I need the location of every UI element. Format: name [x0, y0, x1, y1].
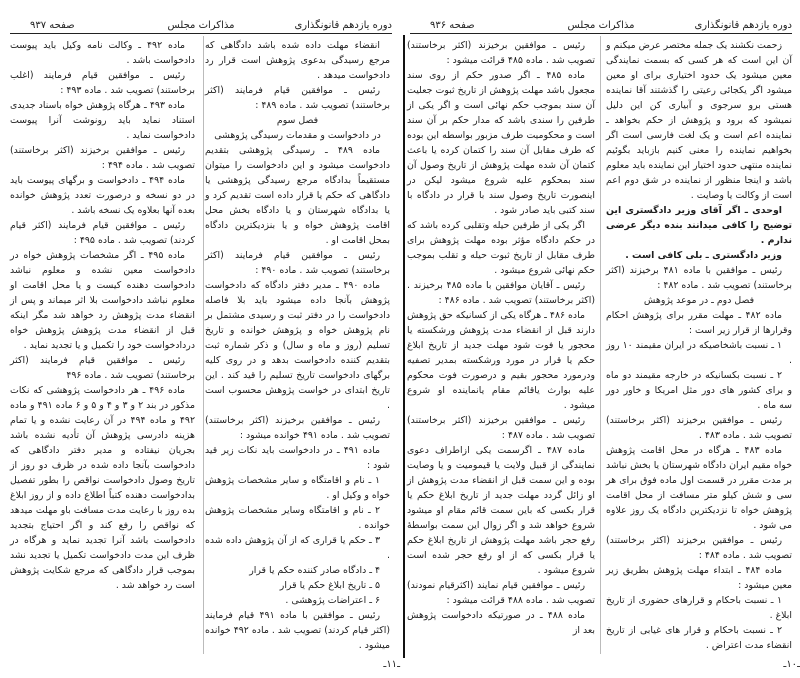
paragraph: رئیس ـ موافقین قیام فرمایند (اکثر قیام کردند) تصویب شد . ماده ۴۹۵ : [10, 220, 195, 246]
page-footer-number: ـ۱۰ـ [783, 659, 800, 670]
column-right [606, 38, 792, 653]
paragraph: ماده ۴۸۶ ـ هرگاه یکی از کسانیکه حق پژوهش دارند قبل از انقضاء مدت پژوهش ورشکسته یا محجور یا فوت شود مهلت جدید از تاریخ ابلاغ حکم یا قرار در مورد ورشکسته بمدیر تصفیه ودرمورد محجور بقیم و درصورت فوت محکوم علیه بوارث یاقائم مقام یانماینده او شروع میشود . [407, 310, 595, 411]
paragraph: ماده ۴۸۵ ـ اگر صدور حکم از روی سند مجعول باشد مهلت پژوهش از تاریخ ثبوت جعلیت آن سند بموجب حکم نهائی است و اگر یکی از طرفین را سندی باشد که مدار حکم بر آن سند است و محکومیت طرف مزبور بواسطه این بوده که طرف مقابل آن سند را کتمان کرده یا باعث کتمان آن شده مهلت پژوهش از تاریخ وصول آن سند بمحکوم علیه شروع میشود لیکن در اینصورت تاریخ وصول سند با قرار در دادگاه با سند کتبی باید صادر شود . [407, 70, 595, 216]
paragraph: ماده ۴۸۲ ـ مهلت مقرر برای پژوهش احکام وقرارها از قرار زیر است : [606, 310, 792, 336]
header-subtitle: مذاکرات مجلس [167, 20, 235, 31]
page-header [10, 20, 392, 34]
paragraph: ۳ ـ حکم یا قراری که از آن پژوهش داده شده . [205, 535, 390, 561]
paragraph: ماده ۴۸۳ ـ هرگاه در محل اقامت پژوهش خواه مقیم ایران دادگاه شهرستان یا بخش نباشد بر مدت مقرر در قسمت اول ماده فوق برای هر سی و شش کیلو متر مسافت از محل اقامت پژوهش خواه تا نزدیکترین دادگاه یک روز علاوه می شود . [606, 445, 792, 531]
paragraph: رئیس ـ موافقین قیام فرمایند (اکثر برخاستند) تصویب شد . ماده ۴۹۰ : [205, 250, 390, 276]
speaker-paragraph: اوحدی ـ اگر آقای وزیر دادگستری این توضیح را کافی میدانند بنده دیگر عرضی ندارم . [606, 205, 792, 246]
paragraph: زحمت نکشند یک جمله مختصر عرض میکنم و آن این است که هر کسی که بسمت نمایندگی معین میشود یک حدود اختیاری برای او معین میشود اگر یکجائی رعیتی را گذشتند آقا نماینده هستی برو سرجوی و آبیاری کن این دلیل نمیشود که برود و پژوهش از حکم بخواهد ـ نماینده اعم است و یک لغت فارسی است اگر بخواهیم نماینده را معنی کنیم بازباید بگوئیم نماینده منتهی حدود اختیار این نماینده باید معلوم باشد و اینجا منظور از نماینده در شق دوم اعم است از وکالت یا وصایت . [606, 40, 792, 201]
header-rule [410, 33, 792, 34]
paragraph: ۱ ـ نام و اقامتگاه و سایر مشخصات پژوهش خواه و وکیل او . [205, 475, 390, 501]
page-footer-number: ـ۱۱ـ [383, 659, 400, 670]
paragraph: رئیس ـ موافقین برخیزند (اکثر برخاستند) تصویب شد . ماده ۴۹۴ : [10, 145, 195, 171]
paragraph: رئیس ـ آقایان موافقین با ماده ۴۸۵ برخیزند . (اکثر برخاستند) تصویب شد . ماده ۴۸۶ : [407, 280, 595, 306]
paragraph: ۶ ـ اعتراضات پژوهشی . [285, 595, 380, 606]
header-subtitle: مذاکرات مجلس [567, 20, 635, 31]
page-header [410, 20, 792, 34]
paragraph: ۲ ـ نام و اقامتگاه وسایر مشخصات پژوهش خوانده . [205, 505, 390, 531]
paragraph: رئیس ـ موافقین برخیزند (اکثر برخاستند) تصویب شد . ماده ۴۸۴ : [606, 535, 792, 561]
columns [0, 38, 400, 653]
paragraph: رئیس ـ موافقین برخیزند (اکثر برخاستند) تصویب شد . ماده ۴۹۱ خوانده میشود : [205, 415, 390, 441]
right-page [400, 0, 800, 678]
paragraph: ماده ۴۹۴ ـ دادخواست و برگهای پیوست باید در دو نسخه و درصورت تعدد پژوهش خوانده بعده آنها بعلاوه یک نسخه باشد . [10, 175, 195, 216]
column-left [407, 38, 595, 638]
paragraph: ماده ۴۹۶ ـ هر دادخواست پژوهشی که نکات مذکور در بند ۲ و ۳ و ۴ و ۵ و ۶ ماده ۴۹۱ و ماده ۴۹۲ و ماده ۴۹۴ در آن رعایت نشده و یا تمام هزینه دادرسی پژوهش آن تأدیه نشده باشد بجریان نیفتاده و مدیر دفتر دادگاهی که دادخواست بآنجا داده شده در ظرف دو روز از تاریخ وصول دادخواست نواقص را بطور تفصیل بدادخواست دهنده کتباً اطلاع داده و از روز ابلاغ بده روز با رعایت مدت مسافت باو مهلت میدهد که نواقص را رفع کند و اگر احتیاج بتجدید دادخواست باشد آنرا تجدید نماید و هرگاه در ظرف این مدت دادخواست تکمیل یا تجدید نشد بموجب قرار دادگاهی که مرجع شکایت پژوهش است رد خواهد شد . [10, 385, 195, 591]
header-title: دوره یازدهم قانونگذاری [294, 20, 392, 31]
header-rule [10, 33, 392, 34]
section-heading: فصل سوم [276, 115, 319, 126]
header-title: دوره یازدهم قانونگذاری [694, 20, 792, 31]
paragraph: رئیس ـ موافقین قیام فرمایند (اغلب برخاستند) تصویب شد . ماده ۴۹۳ : [10, 70, 195, 96]
paragraph: انقضاء مهلت داده شده باشد دادگاهی که مرجع رسیدگی بدعوی پژوهش است قرار رد دادخواست میدهد . [205, 40, 390, 81]
paragraph: ۵ ـ تاریخ ابلاغ حکم یا قرار [279, 580, 380, 591]
paragraph: رئیس ـ موافقین برخیزند (اکثر برخاستند) تصویب شد . ماده ۴۸۳ . [606, 415, 792, 441]
section-heading: در دادخواست و مقدمات رسیدگی پژوهشی [214, 130, 381, 141]
paragraph: رئیس ـ موافقین قیام فرمایند (اکثر برخاستند) تصویب شد . ماده ۴۸۹ : [205, 85, 390, 111]
paragraph: ماده ۴۹۰ ـ مدیر دفتر دادگاه که دادخواست پژوهش بآنجا داده میشود باید بلا فاصله دادخواست را در دفتر ثبت و رسیدی مشتمل بر نام پژوهش خواه و پژوهش خوانده و تاریخ تسلیم (روز و ماه و سال) و ذکر شماره ثبت بتقدیم کننده دادخواست بدهد و در روی کلیه برگهای دادخواست تاریخ تسلیم را قید کند . این تاریخ ابتدای در خواست پژوهش محسوب است . [205, 280, 390, 411]
speaker-paragraph: وزیر دادگستری ـ بلی کافی است . [625, 250, 782, 261]
header-page-number: صفحه ۹۳۶ [430, 20, 475, 31]
paragraph: اگر یکی از طرفین حیله وتقلبی کرده باشد که در حکم دادگاه مؤثر بوده مهلت پژوهش برای طرف مقابل از تاریخ ثبوت حیله و تقلب بموجب حکم نهائی شروع میشود . [407, 220, 595, 276]
paragraph: ماده ۴۸۸ ـ در صورتیکه دادخواست پژوهش بعد از [407, 610, 595, 636]
paragraph: رئیس ـ موافقین با ماده ۴۸۱ برخیزند (اکثر برخاستند) تصویب شد . ماده ۴۸۲ : [606, 265, 792, 291]
section-heading: فصل دوم ـ در موعد پژوهش [643, 295, 755, 306]
paragraph: ۱ ـ نسبت باحکام و قرارهای حضوری از تاریخ ابلاغ . [606, 595, 792, 621]
paragraph: ماده ۴۹۵ ـ اگر مشخصات پژوهش خواه در دادخواست معین نشده و معلوم نباشد دادخواست دهنده کیست و یا محل اقامت او معلوم نباشد دادخواست بلا اثر میماند و پس از انقضاء مدت پژوهش رد خواهد شد مگر اینکه قبل از انقضاء مدت پژوهش پژوهش خواه دردادخواست خود را تکمیل و یا تجدید نماید . [10, 250, 195, 351]
column-right [205, 38, 390, 653]
paragraph: ۱ ـ نسبت باشخاصیکه در ایران مقیمند ۱۰ روز . [606, 340, 792, 366]
paragraph: ۲ ـ نسبت باحکام و قرار های غیابی از تاریخ انقضاء مدت اعتراض . [606, 625, 792, 651]
paragraph: ماده ۴۸۹ ـ رسیدگی پژوهشی بتقدیم دادخواست میشود و این دادخواست را میتوان مستقیماً بدادگاه مرجع رسیدگی پژوهشی یا دادگاهی که حکم یا قرار داده است تقدیم کرد و یا بدادگاه شهرستان و یا دادگاه بخش محل اقامت پژوهش خواه و یا بنزدیکترین دادگاه بمحل اقامت او . [205, 145, 390, 246]
paragraph: رئیس ـ موافقین برخیزند (اکثر برخاستند) تصویب شد . ماده ۴۸۷ : [407, 415, 595, 441]
paragraph: رئیس ـ موافقین قیام فرمایند (اکثر برخاستند) تصویب شد . ماده ۴۹۶ [10, 355, 195, 381]
columns [400, 38, 800, 653]
paragraph: ماده ۴۸۴ ـ ابتداء مهلت پژوهش بطریق زیر معین میشود : [606, 565, 792, 591]
paragraph: ۲ ـ نسبت بکسانیکه در خارجه مقیمند دو ماه و برای کشور های دور مثل امریکا و خاور دور سه ماه . [606, 370, 792, 411]
paragraph: ماده ۴۹۱ ـ در دادخواست باید نکات زیر قید شود : [205, 445, 390, 471]
paragraph: ماده ۴۹۳ ـ هرگاه پژوهش خواه باسناد جدیدی استناد نماید باید رونوشت آنرا پیوست دادخواست نماید . [10, 100, 195, 141]
paragraph: ماده ۴۹۲ ـ وکالت نامه وکیل باید پیوست دادخواست باشد . [10, 40, 195, 66]
paragraph: ۴ ـ دادگاه صادر کننده حکم یا قرار [249, 565, 380, 576]
column-left [10, 38, 195, 593]
paragraph: رئیس ـ موافقین برخیزند (اکثر برخاستند) تصویب شد . ماده ۴۸۵ قرائت میشود : [407, 40, 595, 66]
paragraph: ماده ۴۸۷ ـ اگرسمت یکی ازاطراف دعوی نمایندگی از قبیل ولایت یا قیمومیت و یا وصایت بوده و این سمت قبل از انقضاء مدت پژوهش از او زائل گردد مهلت جدید از تاریخ ابلاغ حکم یا قرار بکسی که باین سمت قائم مقام او میشود شروع خواهد شد و اگر زوال این سمت بواسطهٔ رفع حجر باشد مهلت پژوهش از تاریخ ابلاغ حکم یا قرار بکسی که از او رفع حجر شده است شروع میشود . [407, 445, 595, 576]
paragraph: رئیس ـ موافقین قیام نمایند (اکثرقیام نمودند) تصویب شد . ماده ۴۸۸ قرائت میشود : [407, 580, 595, 606]
paragraph: رئیس ـ موافقین با ماده ۴۹۱ قیام فرمایند (اکثر قیام کردند) تصویب شد . ماده ۴۹۲ خوانده میشود . [205, 610, 390, 651]
header-page-number: صفحه ۹۳۷ [30, 20, 75, 31]
